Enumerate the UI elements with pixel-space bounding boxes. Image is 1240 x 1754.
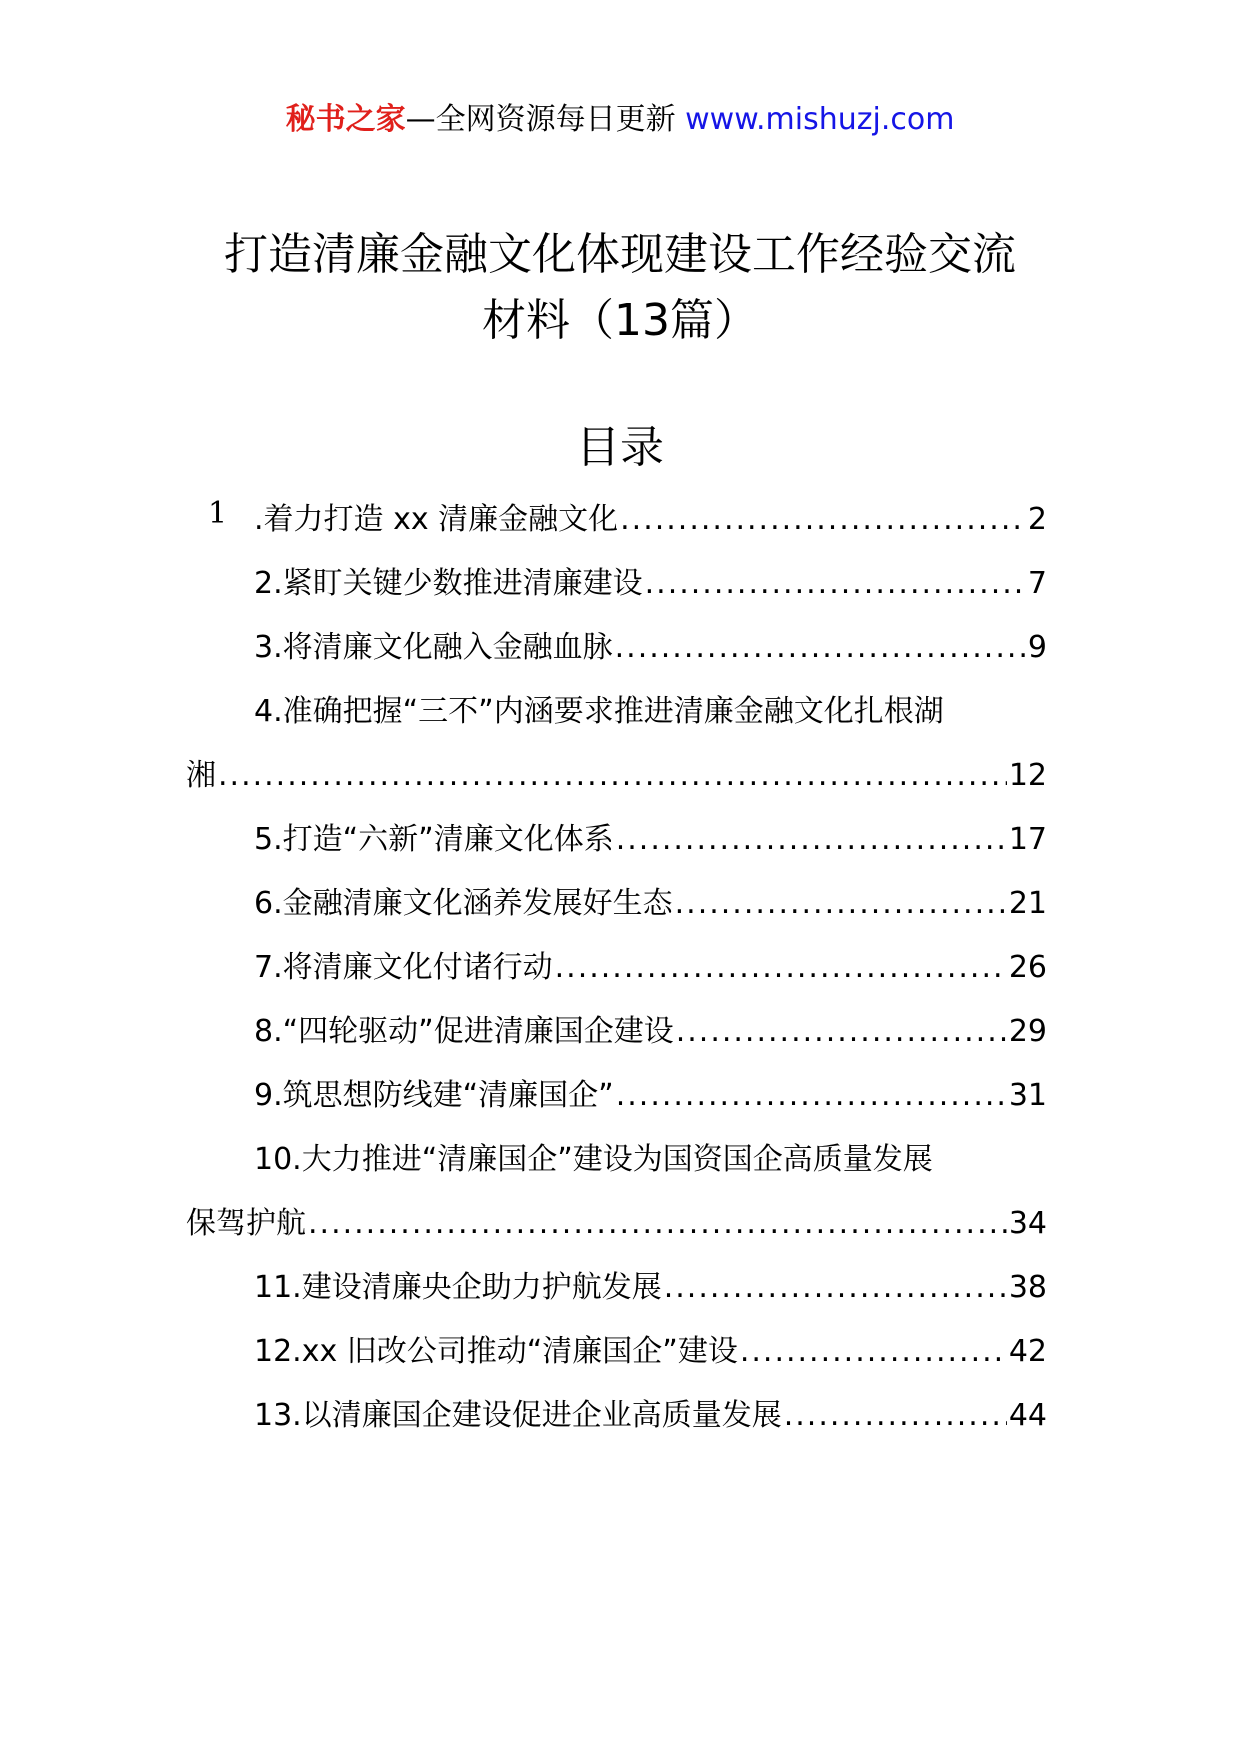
toc-entry-title: 5.打造“六新”清廉文化体系 (254, 822, 614, 857)
dot-leader (620, 500, 1026, 540)
dot-leader (645, 564, 1026, 604)
toc-entry-title: 9.筑思想防线建“清廉国企” (254, 1078, 614, 1113)
toc-entry[interactable] (254, 1396, 1047, 1436)
toc-entry-title: 湘 (186, 758, 216, 793)
dot-leader (308, 1204, 1007, 1244)
dot-leader (675, 884, 1007, 924)
toc-entry-page: 44 (1008, 1398, 1047, 1433)
toc-entry-page: 9 (1027, 630, 1047, 665)
toc-entry-title: 保驾护航 (186, 1206, 306, 1241)
site-url-link[interactable]: www.mishuzj.com (685, 102, 955, 137)
toc-entry-page: 17 (1008, 822, 1047, 857)
toc-entry[interactable] (254, 820, 1047, 860)
toc-entry-title: 6.金融清廉文化涵养发展好生态 (254, 886, 673, 921)
toc-entry[interactable] (254, 1332, 1047, 1372)
toc-entry-page: 31 (1008, 1078, 1047, 1113)
toc-entry[interactable] (254, 1076, 1047, 1116)
dot-leader (615, 628, 1026, 668)
toc-entry[interactable] (254, 500, 1047, 540)
banner-slogan: —全网资源每日更新 (405, 102, 686, 137)
toc-entry-title: 2.紧盯关键少数推进清廉建设 (254, 566, 643, 601)
dot-leader (616, 820, 1007, 860)
toc-entry-title-line1[interactable]: 10.大力推进“清廉国企”建设为国资国企高质量发展 (254, 1142, 933, 1177)
toc-entry-title: 12.xx 旧改公司推动“清廉国企”建设 (254, 1334, 738, 1369)
title-line-1: 打造清廉金融文化体现建设工作经验交流 (224, 229, 1016, 280)
toc-entry[interactable] (254, 884, 1047, 924)
toc-entry-page: 7 (1027, 566, 1047, 601)
toc-entry-page: 29 (1008, 1014, 1047, 1049)
toc-entry-page: 34 (1008, 1206, 1047, 1241)
toc-entry-title-line1[interactable]: 4.准确把握“三不”内涵要求推进清廉金融文化扎根湖 (254, 694, 944, 729)
document-title (150, 222, 1090, 354)
dot-leader (555, 948, 1007, 988)
site-banner (0, 100, 1240, 140)
dot-leader (740, 1332, 1007, 1372)
toc-entry-page: 2 (1027, 502, 1047, 537)
toc-entry[interactable] (254, 564, 1047, 604)
toc-entry[interactable] (254, 1268, 1047, 1308)
toc-entry[interactable] (254, 948, 1047, 988)
toc-heading: 目录 (576, 422, 664, 473)
brand-name: 秘书之家 (285, 102, 406, 137)
dot-leader (218, 756, 1007, 796)
toc-entry-page: 12 (1008, 758, 1047, 793)
title-line-2: 材料（13篇） (482, 295, 758, 346)
toc-entry-title: 7.将清廉文化付诸行动 (254, 950, 553, 985)
toc-entry-title: .着力打造 xx 清廉金融文化 (254, 502, 619, 537)
toc-entry-page: 21 (1008, 886, 1047, 921)
toc-entry-title: 13.以清廉国企建设促进企业高质量发展 (254, 1398, 782, 1433)
toc-entry[interactable] (254, 1012, 1047, 1052)
toc-entry-page: 42 (1008, 1334, 1047, 1369)
toc-stray-number: 1 (208, 496, 228, 531)
dot-leader (676, 1012, 1007, 1052)
toc-entry[interactable] (186, 756, 1047, 796)
dot-leader (616, 1076, 1007, 1116)
dot-leader (784, 1396, 1007, 1436)
toc-entry[interactable] (186, 1204, 1047, 1244)
dot-leader (664, 1268, 1007, 1308)
toc-entry-title: 11.建设清廉央企助力护航发展 (254, 1270, 662, 1305)
toc-entry[interactable] (254, 628, 1047, 668)
toc-entry-title: 8.“四轮驱动”促进清廉国企建设 (254, 1014, 674, 1049)
toc-entry-page: 38 (1008, 1270, 1047, 1305)
toc-entry-title: 3.将清廉文化融入金融血脉 (254, 630, 613, 665)
toc-entry-page: 26 (1008, 950, 1047, 985)
